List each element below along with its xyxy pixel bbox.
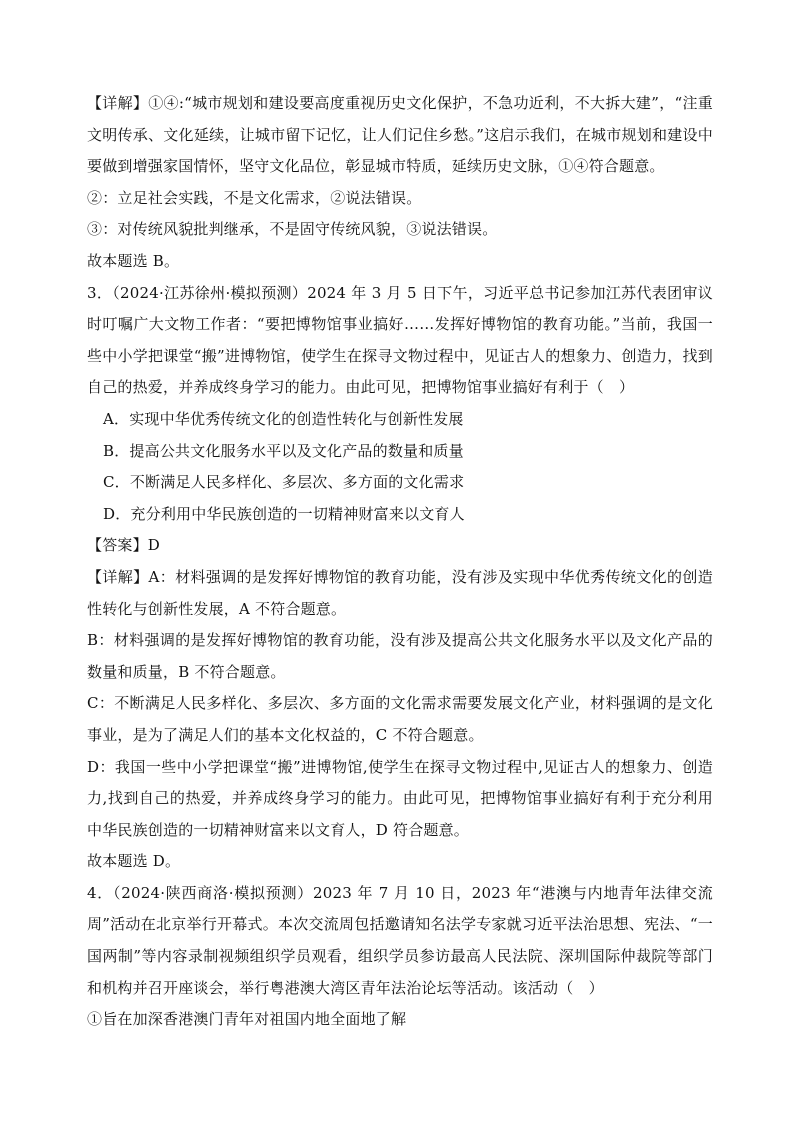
- q3-detail-label: 【详解】: [87, 567, 149, 586]
- q4-item-1: ①旨在加深香港澳门青年对祖国内地全面地了解: [87, 1010, 407, 1029]
- q3-stem: 3．（2024·江苏徐州·模拟预测）2024 年 3 月 5 日下午，习近平总书记参加江苏代表团审议时叮嘱广大文物工作者：“要把博物馆事业搞好……发挥好博物馆的教育功能。”当前，我国一些中小学把课堂“搬”进博物馆，使学生在探寻文物过程中，见证古人的想象力、创造力，找到自己的热爱，并养成终身学习的能力。由此可见，把博物馆事业搞好有利于（ ）: [87, 283, 713, 397]
- q3-detail-d: D：我国一些中小学把课堂“搬”进博物馆,使学生在探寻文物过程中,见证古人的想象力、创造力,找到自己的热爱，并养成终身学习的能力。由此可见，把博物馆事业搞好有利于充分利用中华民族创造的一切精神财富来以文育人，D 符合题意。: [87, 757, 713, 839]
- q3-option-b: B．提高公共文化服务水平以及文化产品的数量和质量: [103, 441, 464, 460]
- q3-detail-c: C：不断满足人民多样化、多层次、多方面的文化需求需要发展文化产业，材料强调的是文化事业，是为了满足人们的基本文化权益的，C 不符合题意。: [87, 694, 713, 744]
- q2-detail-line-2: ②：立足社会实践，不是文化需求，②说法错误。: [87, 188, 422, 207]
- q3-option-c: C．不断满足人民多样化、多层次、多方面的文化需求: [103, 473, 465, 492]
- q3-conclusion: 故本题选 D。: [87, 852, 181, 871]
- page-content: [87, 88, 713, 1036]
- q3-option-d: D．充分利用中华民族创造的一切精神财富来以文育人: [103, 504, 465, 523]
- q3-detail-b: B：材料强调的是发挥好博物馆的教育功能，没有涉及提高公共文化服务水平以及文化产品的数量和质量，B 不符合题意。: [87, 631, 713, 681]
- q3-detail-a: [87, 562, 713, 625]
- q2-detail: [87, 88, 713, 183]
- q2-detail-text: ①④:“城市规划和建设要高度重视历史文化保护，不急功近利，不大拆大建”，“注重文明传承、文化延续，让城市留下记忆，让人们记住乡愁。”这启示我们，在城市规划和建设中要做到增强家国情怀，坚守文化品位，彰显城市特质，延续历史文脉，①④符合题意。: [87, 94, 713, 176]
- q3-option-a: A．实现中华优秀传统文化的创造性转化与创新性发展: [103, 409, 464, 428]
- q3-answer: 【答案】D: [87, 536, 161, 555]
- q2-detail-label: 【详解】: [87, 94, 149, 112]
- q3-detail-a-text: A：材料强调的是发挥好博物馆的教育功能，没有涉及实现中华优秀传统文化的创造性转化与创新性发展，A 不符合题意。: [87, 567, 713, 618]
- q4-stem: 4．（2024·陕西商洛·模拟预测）2023 年 7 月 10 日，2023 年“港澳与内地青年法律交流周”活动在北京举行开幕式。本次交流周包括邀请知名法学专家就习近平法治思想、宪法、“一国两制”等内容录制视频组织学员观看，组织学员参访最高人民法院、深圳国际仲裁院等部门和机构并召开座谈会，举行粤港澳大湾区青年法治论坛等活动。该活动（ ）: [87, 883, 713, 997]
- q2-detail-line-3: ③：对传统风貌批判继承，不是固守传统风貌，③说法错误。: [87, 220, 498, 239]
- q2-conclusion: 故本题选 B。: [87, 251, 180, 270]
